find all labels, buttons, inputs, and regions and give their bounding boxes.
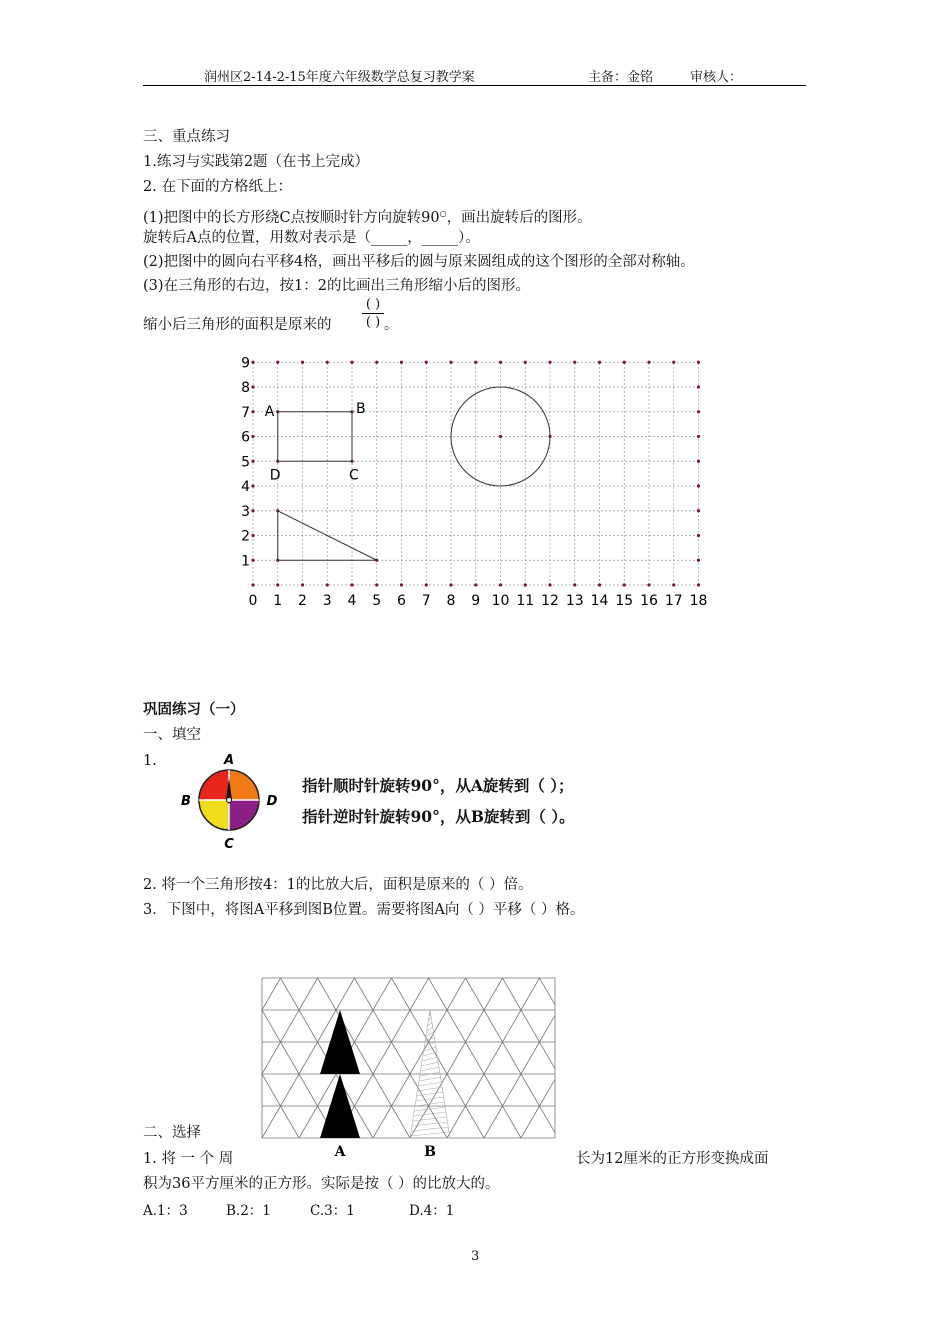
grid-point bbox=[499, 435, 502, 438]
header-rule bbox=[143, 85, 806, 86]
grid-point bbox=[251, 559, 254, 562]
lattice-diag-line bbox=[521, 1074, 540, 1106]
figure-b-hatch-line bbox=[419, 1077, 441, 1081]
x-tick-label: 18 bbox=[689, 593, 708, 609]
lattice-diag-line bbox=[373, 978, 392, 1010]
grid-point bbox=[623, 361, 626, 364]
grid-point bbox=[375, 361, 378, 364]
grid-point bbox=[499, 361, 502, 364]
lattice-diag-line bbox=[299, 1074, 318, 1106]
lattice-diag-line bbox=[373, 1010, 392, 1042]
figure-b-hatch-line bbox=[425, 1042, 436, 1046]
y-tick-label: 2 bbox=[241, 528, 250, 545]
grid-point bbox=[251, 583, 254, 586]
x-tick-label: 5 bbox=[372, 593, 382, 609]
lattice-diag-line bbox=[484, 1042, 503, 1074]
lattice-diag-line bbox=[299, 1042, 318, 1074]
lattice-diag-line bbox=[503, 1010, 522, 1042]
lattice-diag-line bbox=[484, 1106, 503, 1138]
grid-shapes bbox=[278, 387, 550, 560]
figure-b-hatch-line bbox=[424, 1047, 436, 1051]
fill-blank-q1-number: 1. bbox=[143, 753, 157, 769]
lattice-diag-line bbox=[521, 1106, 540, 1138]
grid-point bbox=[623, 583, 626, 586]
figure-b-hatch-line bbox=[427, 1027, 433, 1031]
y-tick-label: 5 bbox=[241, 454, 250, 471]
x-tick-label: 15 bbox=[615, 593, 634, 609]
grid-point bbox=[449, 583, 452, 586]
grid-point bbox=[251, 484, 254, 487]
lattice-diag-line bbox=[447, 1106, 466, 1138]
grid-lines bbox=[253, 362, 699, 585]
grid-point bbox=[425, 583, 428, 586]
lattice-diag-line bbox=[410, 1042, 429, 1074]
lattice-diag-line bbox=[373, 1074, 392, 1106]
y-tick-label: 9 bbox=[241, 355, 250, 372]
dial-label-d: D bbox=[266, 794, 278, 809]
lattice-diag-line bbox=[484, 978, 503, 1010]
grid-point bbox=[276, 583, 279, 586]
lattice-diag-line bbox=[392, 1042, 411, 1074]
lattice-diag-line bbox=[503, 1074, 522, 1106]
header-lead: 主备：金铭 bbox=[588, 70, 654, 85]
x-tick-label: 9 bbox=[471, 593, 481, 609]
lattice-diag-line bbox=[281, 978, 300, 1010]
x-tick-label: 10 bbox=[491, 593, 510, 609]
grid-point bbox=[301, 583, 304, 586]
lattice-diag-line bbox=[540, 1106, 556, 1133]
y-tick-label: 6 bbox=[241, 429, 250, 446]
header-title: 润州区2-14-2-15年度六年级数学总复习教学案 bbox=[204, 70, 475, 85]
lattice-diag-line bbox=[355, 1010, 374, 1042]
vertex-label: C bbox=[349, 467, 359, 484]
lattice-diag-line bbox=[484, 1010, 503, 1042]
lattice-diag-line bbox=[503, 1042, 522, 1074]
lattice-diag-line bbox=[447, 978, 466, 1010]
choice-q1-part-b: 长为12厘米的正方形变换成面 bbox=[576, 1151, 769, 1167]
grid-point bbox=[598, 361, 601, 364]
dial-label-b: B bbox=[181, 794, 191, 809]
y-tick-label: 3 bbox=[241, 503, 250, 520]
grid-point bbox=[301, 361, 304, 364]
figure-b-hatch-line bbox=[423, 1052, 437, 1056]
lattice-diag-line bbox=[299, 1106, 318, 1138]
lattice-diag-line bbox=[447, 1042, 466, 1074]
grid-point bbox=[350, 361, 353, 364]
figure-b-hatch-line bbox=[422, 1057, 437, 1061]
y-tick-label: 4 bbox=[241, 479, 250, 495]
grid-point bbox=[524, 361, 527, 364]
option-a: A.1：3 bbox=[143, 1203, 188, 1219]
option-b: B.2：1 bbox=[226, 1203, 271, 1219]
lattice-diag-line bbox=[355, 1074, 374, 1106]
fill-blank-q2: 2. 将一个三角形按4：1的比放大后，面积是原来的（ ）倍。 bbox=[143, 877, 533, 893]
grid-point bbox=[697, 484, 700, 487]
fill-blank-heading: 一、填空 bbox=[143, 727, 201, 743]
lattice-diag-line bbox=[262, 1074, 281, 1106]
lattice-diag-line bbox=[540, 978, 556, 1005]
lattice-diag-line bbox=[447, 1010, 466, 1042]
x-tick-label: 14 bbox=[590, 593, 609, 609]
grid-point bbox=[251, 460, 254, 463]
header-reviewer: 审核人： bbox=[690, 70, 743, 85]
figure-b-hatch-line bbox=[411, 1132, 450, 1136]
choice-options bbox=[143, 1199, 454, 1219]
fraction bbox=[360, 297, 386, 330]
lattice-diag-line bbox=[466, 1010, 485, 1042]
coordinate-grid bbox=[228, 352, 728, 612]
vertex-label: A bbox=[264, 403, 275, 420]
x-tick-label: 12 bbox=[541, 593, 559, 609]
lattice-diag-line bbox=[262, 1010, 281, 1042]
y-tick-label: 7 bbox=[241, 404, 250, 421]
x-tick-label: 7 bbox=[421, 593, 431, 609]
fraction-numerator: ( ) bbox=[365, 297, 381, 312]
lattice-diag-line bbox=[318, 978, 337, 1010]
lattice-diag-line bbox=[373, 1106, 392, 1138]
grid-point bbox=[573, 361, 576, 364]
lattice-diag-line bbox=[503, 978, 522, 1010]
x-tick-label: 6 bbox=[397, 593, 406, 609]
figure-b-hatch-line bbox=[421, 1067, 439, 1071]
grid-point bbox=[672, 583, 675, 586]
dial-label-a: A bbox=[223, 753, 235, 768]
lattice-diag-line bbox=[521, 978, 540, 1010]
grid-point bbox=[474, 361, 477, 364]
grid-point bbox=[598, 583, 601, 586]
choice-q1-part-c: 积为36平方厘米的正方形。实际是按（ ）的比放大的。 bbox=[143, 1176, 500, 1192]
x-tick-label: 0 bbox=[248, 593, 258, 609]
lattice-diag-line bbox=[262, 1106, 281, 1138]
lattice-diag-line bbox=[392, 978, 411, 1010]
lattice-diag-line bbox=[429, 978, 448, 1010]
grid-point bbox=[251, 385, 254, 388]
lattice-diag-line bbox=[521, 1010, 540, 1042]
grid-point bbox=[276, 361, 279, 364]
lattice-diag-line bbox=[355, 978, 374, 1010]
lattice-diag-line bbox=[521, 1042, 540, 1074]
lattice-diag-line bbox=[281, 1106, 300, 1138]
figure-b-hatch-line bbox=[422, 1062, 439, 1066]
grid-labels bbox=[241, 355, 707, 609]
grid-point bbox=[548, 361, 551, 364]
consolidation-heading: 巩固练习（一） bbox=[143, 701, 245, 718]
grid-point bbox=[697, 534, 700, 537]
q2-1-pre: (1)把图中的长方形绕C点按顺时针方向旋转90 bbox=[143, 209, 440, 226]
figure-b-hatch-line bbox=[414, 1112, 447, 1116]
lattice-diag-line bbox=[392, 1010, 411, 1042]
grid-point bbox=[350, 583, 353, 586]
grid-point bbox=[251, 410, 254, 413]
option-c: C.3：1 bbox=[310, 1203, 355, 1219]
grid-point bbox=[449, 361, 452, 364]
figure-b-hatch-line bbox=[415, 1107, 446, 1111]
fill-blank-q3: 3．下图中，将图A平移到图B位置。需要将图A向（ ）平移（ ）格。 bbox=[143, 902, 585, 918]
x-tick-label: 4 bbox=[347, 593, 357, 609]
grid-point bbox=[400, 583, 403, 586]
lattice-diag-line bbox=[540, 1042, 556, 1069]
lattice-diag-line bbox=[466, 1042, 485, 1074]
lattice-diag-line bbox=[299, 1010, 318, 1042]
grid-point bbox=[697, 385, 700, 388]
grid-point bbox=[251, 534, 254, 537]
option-d: D.4：1 bbox=[409, 1203, 455, 1219]
lattice-diag-line bbox=[281, 1010, 300, 1042]
vertex-label: D bbox=[269, 467, 281, 484]
x-tick-label: 17 bbox=[664, 593, 683, 609]
grid-point bbox=[251, 509, 254, 512]
section3-q2: 2. 在下面的方格纸上： bbox=[143, 179, 292, 195]
grid-point bbox=[251, 435, 254, 438]
figure-a-label: A bbox=[334, 1144, 346, 1160]
lattice-diag-line bbox=[336, 978, 355, 1010]
lattice-diag-line bbox=[466, 1106, 485, 1138]
grid-point bbox=[672, 361, 675, 364]
figure-b-hatch-line bbox=[428, 1022, 432, 1026]
dial-pivot bbox=[227, 798, 232, 803]
degree-mark: ○ bbox=[439, 209, 447, 218]
dial-question-line2: 指针逆时针旋转90°，从B旋转到（ ）。 bbox=[302, 807, 575, 826]
grid-point bbox=[548, 583, 551, 586]
figure-b-hatch-line bbox=[418, 1082, 441, 1086]
grid-point bbox=[524, 583, 527, 586]
y-tick-label: 1 bbox=[241, 553, 250, 570]
grid-point bbox=[425, 361, 428, 364]
lattice-diag-line bbox=[484, 1074, 503, 1106]
y-tick-label: 8 bbox=[241, 380, 250, 396]
q2-1-post: ，画出旋转后的图形。 bbox=[446, 209, 592, 226]
figure-b-hatch-line bbox=[412, 1122, 448, 1126]
lattice-diag-line bbox=[281, 1074, 300, 1106]
x-tick-label: 3 bbox=[322, 593, 332, 609]
lattice-diag-line bbox=[262, 978, 281, 1010]
page-number: 3 bbox=[471, 1249, 480, 1264]
fraction-denominator: ( ) bbox=[365, 315, 381, 330]
grid-point bbox=[375, 583, 378, 586]
x-tick-label: 11 bbox=[516, 593, 535, 609]
lattice-diag-line bbox=[373, 1042, 392, 1074]
lattice-diag-line bbox=[503, 1106, 522, 1138]
figure-b-hatch-line bbox=[416, 1097, 444, 1101]
grid-point bbox=[326, 583, 329, 586]
x-tick-label: 16 bbox=[640, 593, 658, 609]
section3-q2-1 bbox=[143, 205, 592, 227]
lattice-diag-line bbox=[262, 1042, 281, 1074]
lattice-diag-line bbox=[466, 978, 485, 1010]
section3-q2-1b: 旋转后A点的位置，用数对表示是（_____，_____）。 bbox=[143, 230, 480, 246]
lattice-diag-line bbox=[392, 1106, 411, 1138]
grid-point bbox=[647, 361, 650, 364]
section3-q1: 1.练习与实践第2题（在书上完成） bbox=[143, 154, 370, 170]
grid-point bbox=[697, 583, 700, 586]
lattice-diag-line bbox=[447, 1074, 466, 1106]
choice-heading: 二、选择 bbox=[143, 1125, 201, 1141]
lattice-diag-line bbox=[429, 1010, 448, 1042]
section3-q2-2: (2)把图中的圆向右平移4格，画出平移后的圆与原来圆组成的这个图形的全部对称轴。 bbox=[143, 254, 695, 270]
figure-b-label: B bbox=[424, 1144, 436, 1160]
grid-point bbox=[697, 509, 700, 512]
grid-point bbox=[697, 559, 700, 562]
grid-point bbox=[697, 361, 700, 364]
rotation-dial bbox=[175, 748, 285, 854]
figure-b-hatch-line bbox=[415, 1102, 444, 1106]
triangle-lattice bbox=[258, 974, 563, 1162]
lattice-diag-line bbox=[392, 1074, 411, 1106]
grid-point bbox=[573, 583, 576, 586]
grid-point bbox=[697, 460, 700, 463]
fraction-bar bbox=[362, 313, 384, 314]
x-tick-label: 8 bbox=[446, 593, 456, 609]
choice-q1-part-a: 1. 将 一 个 周 bbox=[143, 1151, 234, 1167]
figure-a bbox=[320, 1010, 360, 1138]
grid-point bbox=[326, 361, 329, 364]
x-tick-label: 13 bbox=[565, 593, 584, 609]
lattice-diag-line bbox=[410, 978, 429, 1010]
dial-label-c: C bbox=[224, 837, 234, 852]
lattice-diag-line bbox=[540, 1015, 556, 1042]
lattice-lines bbox=[262, 978, 555, 1138]
grid-point bbox=[474, 583, 477, 586]
grid-point bbox=[647, 583, 650, 586]
lattice-diag-line bbox=[281, 1042, 300, 1074]
grid-point bbox=[251, 361, 254, 364]
grid-point bbox=[499, 583, 502, 586]
grid-point bbox=[697, 410, 700, 413]
section3-q2-3b-pre: 缩小后三角形的面积是原来的 bbox=[143, 317, 332, 333]
lattice-diag-line bbox=[466, 1074, 485, 1106]
lattice-diag-line bbox=[299, 978, 318, 1010]
lattice-diag-line bbox=[540, 1079, 556, 1106]
x-tick-label: 2 bbox=[298, 593, 307, 609]
dial-question-line1: 指针顺时针旋转90°，从A旋转到（ ）； bbox=[302, 776, 574, 795]
figure-b-hatch-line bbox=[413, 1117, 447, 1121]
grid-point bbox=[400, 361, 403, 364]
section3-q2-3: (3)在三角形的右边，按1：2的比画出三角形缩小后的图形。 bbox=[143, 278, 530, 294]
vertex-label: B bbox=[356, 400, 366, 417]
section3-q2-3b-post: 。 bbox=[384, 317, 399, 333]
section3-heading: 三、重点练习 bbox=[143, 129, 230, 145]
grid-point bbox=[697, 435, 700, 438]
x-tick-label: 1 bbox=[273, 593, 283, 609]
